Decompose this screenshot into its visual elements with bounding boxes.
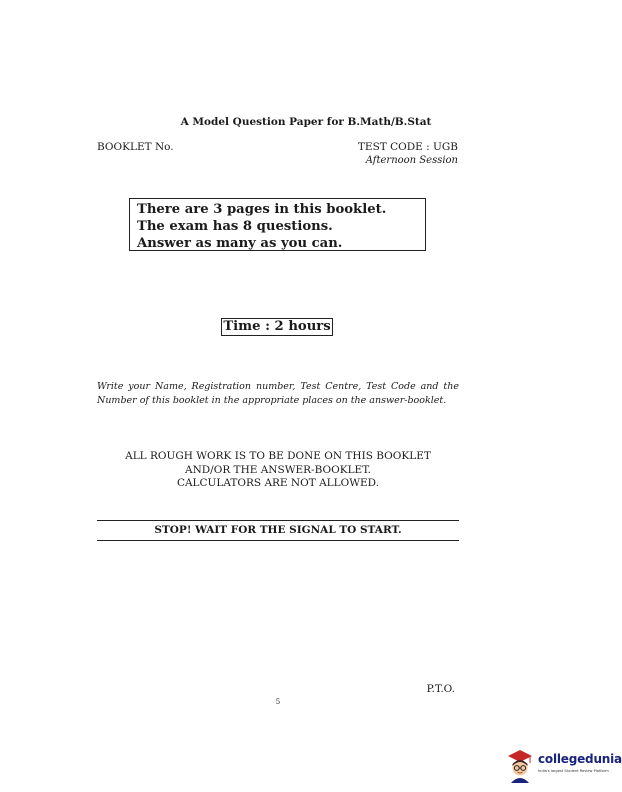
graduate-mascot-icon	[505, 747, 535, 783]
info-line-answer: Answer as many as you can.	[137, 236, 343, 251]
info-line-pages: There are 3 pages in this booklet.	[137, 202, 387, 217]
top-rule	[97, 520, 459, 521]
rough-work-line-2: AND/OR THE ANSWER-BOOKLET.	[184, 463, 372, 476]
info-line-questions: The exam has 8 questions.	[137, 219, 333, 234]
rough-work-notice	[0, 450, 556, 491]
session-label: Afternoon Session	[365, 155, 458, 166]
rough-work-line-3: CALCULATORS ARE NOT ALLOWED.	[176, 477, 380, 489]
watermark-brand-name: collegedunia	[538, 752, 622, 766]
booklet-number-label: BOOKLET No.	[97, 141, 174, 153]
test-code: TEST CODE : UGB	[357, 141, 458, 153]
collegedunia-logo	[505, 747, 622, 783]
pto-label: P.T.O.	[426, 683, 455, 695]
time-box: Time : 2 hours	[221, 318, 333, 336]
stop-notice: STOP! WAIT FOR THE SIGNAL TO START.	[154, 524, 402, 536]
booklet-info-box	[129, 198, 426, 251]
watermark-tagline: India's largest Student Review Platform	[538, 769, 609, 773]
page-number: 5	[275, 698, 281, 706]
paper-title: A Model Question Paper for B.Math/B.Stat	[180, 116, 432, 128]
rough-work-line-1: ALL ROUGH WORK IS TO BE DONE ON THIS BOOKLET	[125, 450, 431, 462]
bottom-rule	[97, 540, 459, 541]
instruction-text: Write your Name, Registration number, Test Centre, Test Code and the Number of this booklet in the appropriate places on the answer-booklet.	[97, 381, 459, 406]
